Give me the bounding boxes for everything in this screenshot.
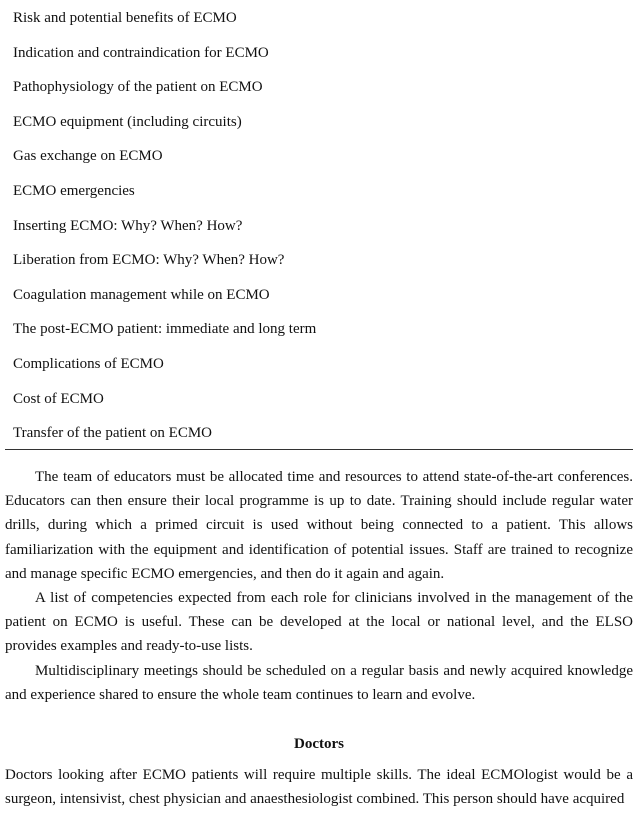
body-text: [5, 465, 633, 811]
topic-list: [13, 8, 628, 458]
topic-item: Transfer of the patient on ECMO: [13, 425, 212, 442]
topic-item: Complications of ECMO: [13, 355, 164, 372]
topic-item: ECMO equipment (including circuits): [13, 113, 242, 130]
paragraph-doctors: Doctors looking after ECMO patients will require multiple skills. The ideal ECMOlogist would be a surgeon, intensivist, chest physician and anaesthesiologist combined. This person should have acquired: [5, 767, 633, 808]
topic-item: Indication and contraindication for ECMO: [13, 44, 269, 61]
paragraph-meetings: Multidisciplinary meetings should be scheduled on a regular basis and newly acquired knowledge and experience shared to ensure the whole team continues to learn and evolve.: [5, 662, 633, 703]
paragraph-educators: The team of educators must be allocated time and resources to attend state-of-the-art conferences. Educators can then ensure their local programme is up to date. Training should include regular water drills, during which a primed circuit is used without being connected to a patient. This allows familiarization with the equipment and identification of potential issues. Staff are trained to recognize and manage specific ECMO emergencies, and then do it again and again.: [5, 469, 633, 582]
topic-item: Coagulation management while on ECMO: [13, 286, 270, 303]
topic-item: Pathophysiology of the patient on ECMO: [13, 79, 263, 96]
topic-item: Liberation from ECMO: Why? When? How?: [13, 252, 285, 269]
topic-item: Cost of ECMO: [13, 390, 104, 407]
paragraph-competencies: A list of competencies expected from each role for clinicians involved in the management of the patient on ECMO is useful. These can be developed at the local or national level, and the ELSO provides examples and ready-to-use lists.: [5, 590, 633, 655]
topic-item: The post-ECMO patient: immediate and long term: [13, 321, 317, 338]
topic-item: Gas exchange on ECMO: [13, 148, 163, 165]
table-bottom-rule: [5, 449, 633, 450]
section-heading-doctors: Doctors: [294, 736, 344, 753]
topic-item: ECMO emergencies: [13, 182, 135, 199]
topic-item: Inserting ECMO: Why? When? How?: [13, 217, 243, 234]
topic-item: Risk and potential benefits of ECMO: [13, 10, 237, 26]
